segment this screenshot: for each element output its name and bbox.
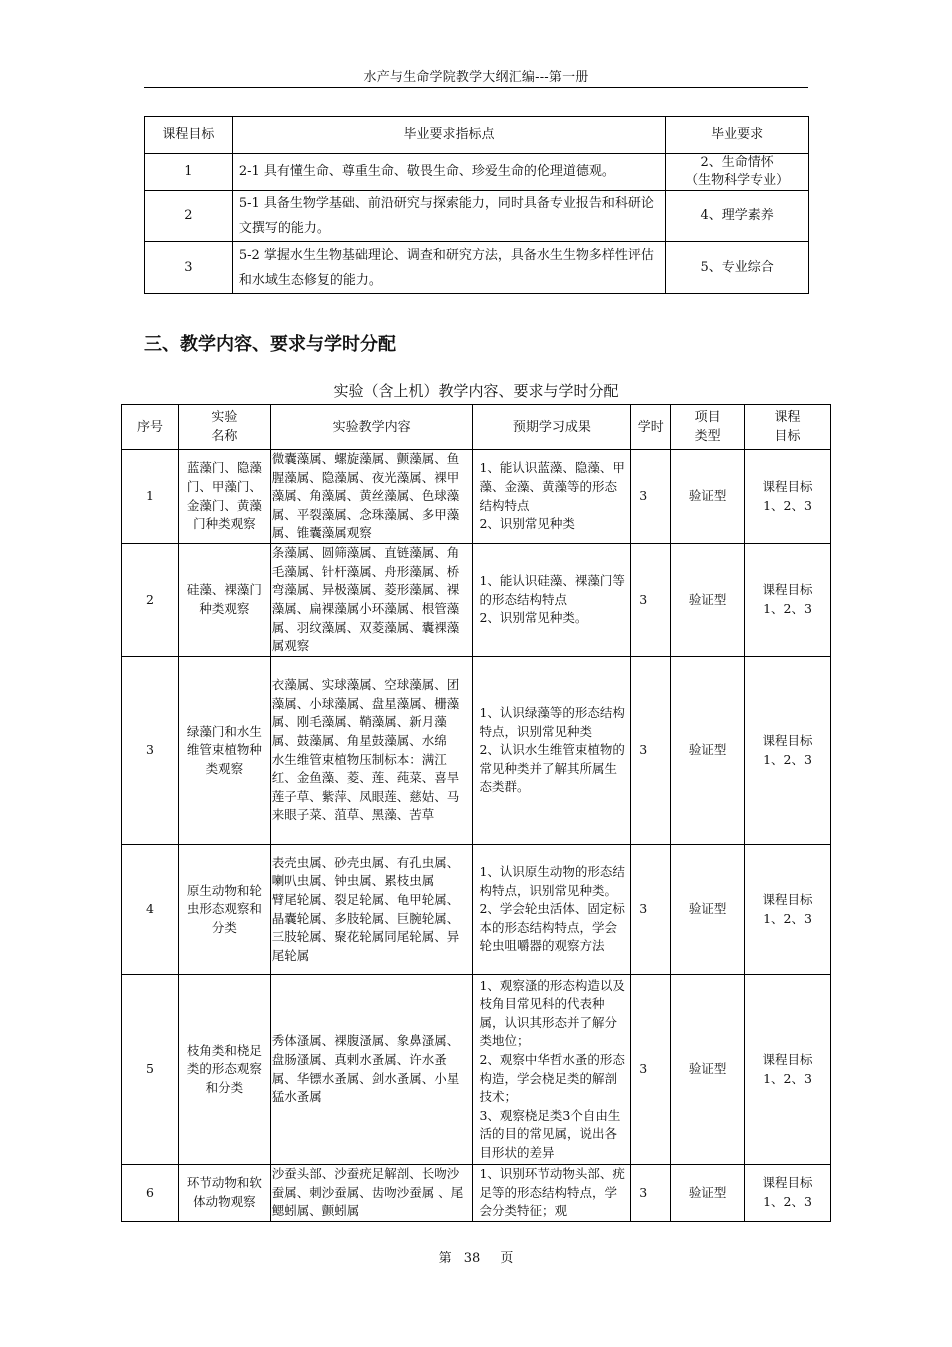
table-header-row	[145, 117, 809, 154]
course-goal-label: 课程目标	[762, 891, 813, 907]
page-number: 38	[463, 1251, 481, 1266]
header-course-objective: 课程目标	[145, 117, 233, 154]
course-goal-ids: 1、2、3	[763, 601, 812, 616]
class-hours: 3	[631, 975, 671, 1165]
expected-outcome: 1、观察溞的形态构造以及枝角目常见科的代表种属，认识其形态并了解分类地位； 2、观察中华哲水蚤的形态构造，学会桡足类的解剖技术； 3、观察桡足类3个自由生活的目的常见属，说出各目形状的差异	[473, 975, 631, 1165]
header-rule	[144, 87, 808, 88]
header-requirement: 毕业要求	[666, 117, 809, 154]
course-goal	[745, 657, 831, 845]
table-caption: 实验（含上机）教学内容、要求与学时分配	[333, 382, 619, 400]
header-goal-line2: 目标	[774, 429, 801, 444]
course-goal-label: 课程目标	[762, 1175, 813, 1191]
experiment-content: 沙蚕头部、沙蚕疣足解剖、长吻沙蚕属、刺沙蚕属、齿吻沙蚕属 、尾鳃蚓属、颤蚓属	[270, 1165, 473, 1222]
class-hours: 3	[631, 450, 671, 544]
header-type-line1: 项目	[694, 410, 721, 425]
row-number: 6	[122, 1165, 179, 1222]
header-no: 序号	[122, 405, 179, 450]
header-hours: 学时	[631, 405, 671, 450]
requirement-text: 2、生命情怀	[700, 155, 774, 170]
expected-outcome: 1、识别环节动物头部、疣足等的形态结构特点，学会分类特征；观	[473, 1165, 631, 1222]
project-type: 验证型	[671, 845, 745, 975]
indicator-text: 5-2 掌握水生生物基础理论、调查和研究方法，具备水生生物多样性评估和水域生态修复的能力。	[232, 242, 665, 294]
header-name	[178, 405, 270, 450]
project-type: 验证型	[671, 1165, 745, 1222]
requirement-text: 4、理学素养	[666, 191, 809, 242]
course-objectives-table	[144, 116, 809, 294]
experiment-name: 绿藻门和水生维管束植物种类观察	[178, 657, 270, 845]
objective-id: 1	[145, 154, 233, 191]
requirement-cell	[666, 154, 809, 191]
experiment-name: 原生动物和轮虫形态观察和分类	[178, 845, 270, 975]
class-hours: 3	[631, 845, 671, 975]
objective-id: 3	[145, 242, 233, 294]
expected-outcome: 1、认识绿藻等的形态结构特点，识别常见种类 2、认识水生维管束植物的常见种类并了解其所属生态类群。	[473, 657, 631, 845]
page-prefix: 第	[438, 1251, 452, 1266]
section-title: 三、教学内容、要求与学时分配	[144, 334, 396, 355]
experiment-content: 条藻属、圆筛藻属、直链藻属、角毛藻属、针杆藻属、舟形藻属、桥弯藻属、异极藻属、菱形藻属、裸藻属、扁裸藻属小环藻属、根管藻属、羽纹藻属、双菱藻属、囊裸藻属观察	[270, 544, 473, 657]
lab-content-table	[121, 404, 831, 1222]
project-type: 验证型	[671, 450, 745, 544]
class-hours: 3	[631, 1165, 671, 1222]
requirement-text: 5、专业综合	[666, 242, 809, 294]
course-goal	[745, 975, 831, 1165]
project-type: 验证型	[671, 657, 745, 845]
table-row	[145, 154, 809, 191]
experiment-name: 硅藻、裸藻门种类观察	[178, 544, 270, 657]
course-goal	[745, 544, 831, 657]
class-hours: 3	[631, 657, 671, 845]
page-footer	[0, 1247, 952, 1266]
experiment-content: 衣藻属、实球藻属、空球藻属、团藻属、小球藻属、盘星藻属、栅藻属、刚毛藻属、鞘藻属、新月藻属、鼓藻属、角星鼓藻属、水绵 水生维管束植物压制标本：满江红、金鱼藻、菱、莲、莼菜、喜旱莲子草、紫萍、凤眼莲、慈姑、马来眼子菜、菹草、黑藻、苦草	[270, 657, 473, 845]
experiment-content: 秀体溞属、裸腹溞属、象鼻溞属、盘肠溞属、真剌水蚤属、许水蚤属、华镖水蚤属、剑水蚤属、小星猛水蚤属	[270, 975, 473, 1165]
course-goal	[745, 1165, 831, 1222]
table-row	[122, 845, 831, 975]
course-goal-ids: 1、2、3	[763, 1070, 812, 1086]
header-goal	[745, 405, 831, 450]
header-type-line2: 类型	[694, 429, 721, 444]
table-row	[145, 191, 809, 242]
experiment-name: 蓝藻门、隐藻门、甲藻门、金藻门、黄藻门种类观察	[178, 450, 270, 544]
course-goal	[745, 450, 831, 544]
expected-outcome: 1、能认识硅藻、裸藻门等的形态结构特点 2、识别常见种类。	[473, 544, 631, 657]
table-row	[122, 450, 831, 544]
row-number: 3	[122, 657, 179, 845]
row-number: 1	[122, 450, 179, 544]
expected-outcome: 1、认识原生动物的形态结构特点，识别常见种类。 2、学会轮虫活体、固定标本的形态结构特点，学会轮虫咀嚼器的观察方法	[473, 845, 631, 975]
course-goal-ids: 1、2、3	[763, 910, 812, 926]
course-goal-label: 课程目标	[762, 732, 813, 748]
document-header: 水产与生命学院教学大纲汇编---第一册	[363, 70, 589, 85]
objective-id: 2	[145, 191, 233, 242]
course-goal-label: 课程目标	[762, 478, 813, 494]
table-row	[145, 242, 809, 294]
project-type: 验证型	[671, 975, 745, 1165]
course-goal-ids: 1、2、3	[763, 751, 812, 767]
table-row	[122, 1165, 831, 1222]
course-goal	[745, 845, 831, 975]
row-number: 4	[122, 845, 179, 975]
experiment-name: 环节动物和软体动物观察	[178, 1165, 270, 1222]
requirement-note: （生物科学专业）	[685, 173, 790, 188]
table-row	[122, 657, 831, 845]
table-row	[122, 544, 831, 657]
course-goal-ids: 1、2、3	[763, 1193, 812, 1209]
indicator-text: 2-1 具有懂生命、尊重生命、敬畏生命、珍爱生命的伦理道德观。	[232, 154, 665, 191]
table-header-row	[122, 405, 831, 450]
experiment-name: 枝角类和桡足类的形态观察和分类	[178, 975, 270, 1165]
experiment-content: 微囊藻属、螺旋藻属、颤藻属、鱼腥藻属、隐藻属、夜光藻属、裸甲藻属、角藻属、黄丝藻属、色球藻属、平裂藻属、念珠藻属、多甲藻属、锥囊藻属观察	[270, 450, 473, 544]
class-hours: 3	[631, 544, 671, 657]
row-number: 5	[122, 975, 179, 1165]
course-goal-ids: 1、2、3	[763, 497, 812, 513]
table-row	[122, 975, 831, 1165]
row-number: 2	[122, 544, 179, 657]
project-type: 验证型	[671, 544, 745, 657]
header-indicator: 毕业要求指标点	[232, 117, 665, 154]
header-name-line2: 名称	[211, 429, 238, 444]
header-goal-line1: 课程	[774, 410, 801, 425]
course-goal-label: 课程目标	[762, 582, 813, 598]
indicator-text: 5-1 具备生物学基础、前沿研究与探索能力，同时具备专业报告和科研论文撰写的能力。	[232, 191, 665, 242]
page-suffix: 页	[500, 1251, 514, 1266]
experiment-content: 表壳虫属、砂壳虫属、有孔虫属、喇叭虫属、钟虫属、累枝虫属 臂尾轮属、裂足轮属、龟甲轮属、晶囊轮属、多肢轮属、巨腕轮属、三肢轮属、聚花轮属同尾轮属、异尾轮属	[270, 845, 473, 975]
header-content: 实验教学内容	[270, 405, 473, 450]
header-name-line1: 实验	[211, 410, 238, 425]
header-outcome: 预期学习成果	[473, 405, 631, 450]
expected-outcome: 1、能认识蓝藻、隐藻、甲藻、金藻、黄藻等的形态结构特点 2、识别常见种类	[473, 450, 631, 544]
course-goal-label: 课程目标	[762, 1051, 813, 1067]
header-type	[671, 405, 745, 450]
